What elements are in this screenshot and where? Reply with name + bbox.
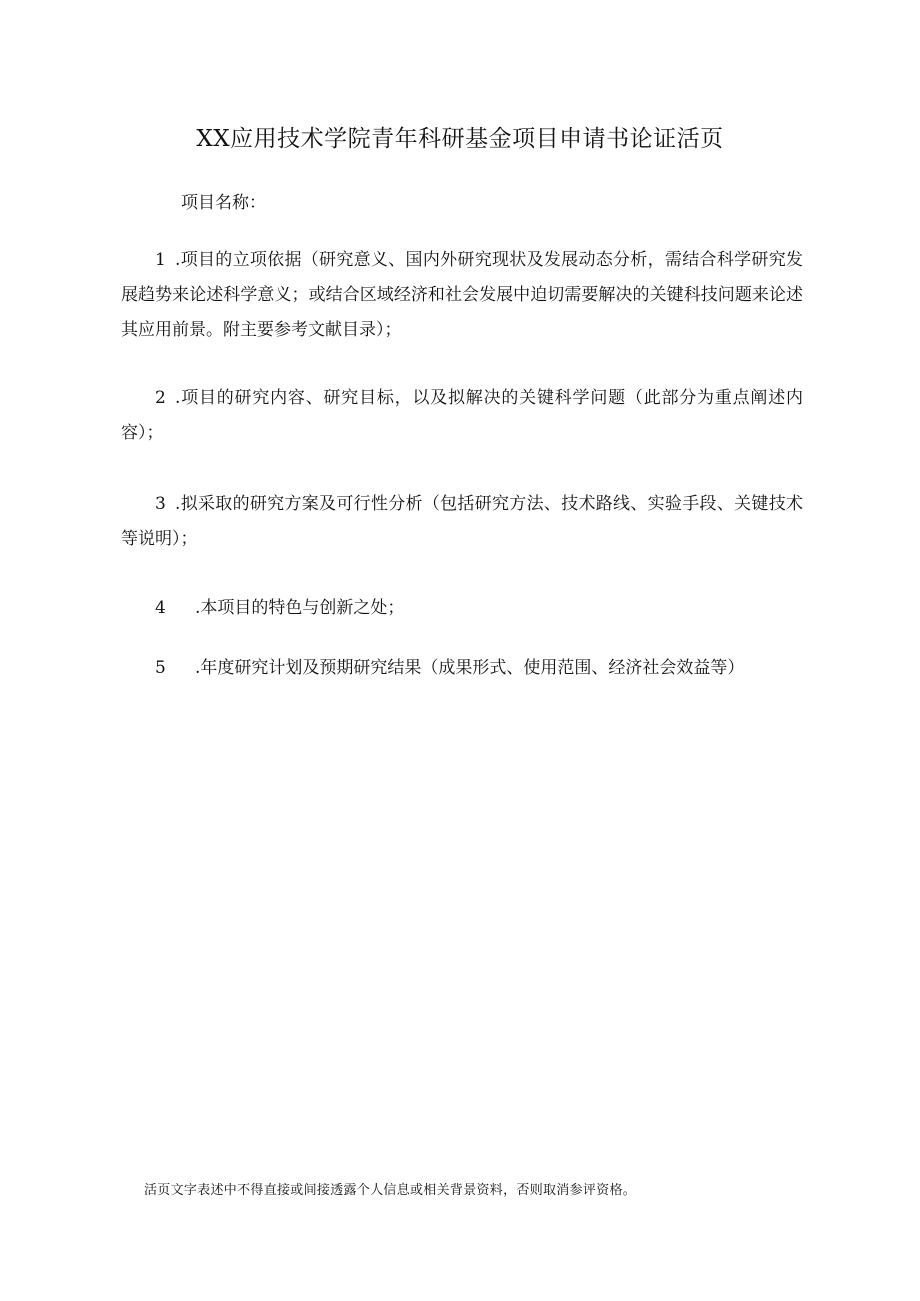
section-text: .拟采取的研究方案及可行性分析（包括研究方法、技术路线、实验手段、关键技术等说明）； — [121, 494, 803, 549]
section-item-3 — [121, 487, 803, 557]
section-number: 4 — [155, 598, 166, 618]
section-number: 5 — [155, 658, 166, 678]
document-title: XX应用技术学院青年科研基金项目申请书论证活页 — [196, 126, 724, 152]
footnote: 活页文字表述中不得直接或间接透露个人信息或相关背景资料，否则取消参评资格。 — [144, 1183, 637, 1198]
project-name-label: 项目名称： — [181, 193, 266, 213]
section-item-5 — [121, 651, 803, 686]
section-number: 1 — [155, 250, 166, 270]
section-text: .本项目的特色与创新之处； — [195, 598, 405, 618]
section-text: .年度研究计划及预期研究结果（成果形式、使用范围、经济社会效益等） — [195, 658, 745, 678]
section-text: .项目的立项依据（研究意义、国内外研究现状及发展动态分析，需结合科学研究发展趋势来论述科学意义；或结合区域经济和社会发展中迫切需要解决的关键科技问题来论述其应用前景。附主要参考文献目录）； — [121, 250, 803, 340]
section-item-4 — [121, 591, 803, 626]
section-item-1 — [121, 243, 803, 348]
section-number: 3 — [155, 494, 166, 514]
section-number: 2 — [155, 388, 166, 408]
section-item-2 — [121, 381, 803, 451]
section-text: .项目的研究内容、研究目标，以及拟解决的关键科学问题（此部分为重点阐述内容）； — [121, 388, 803, 443]
